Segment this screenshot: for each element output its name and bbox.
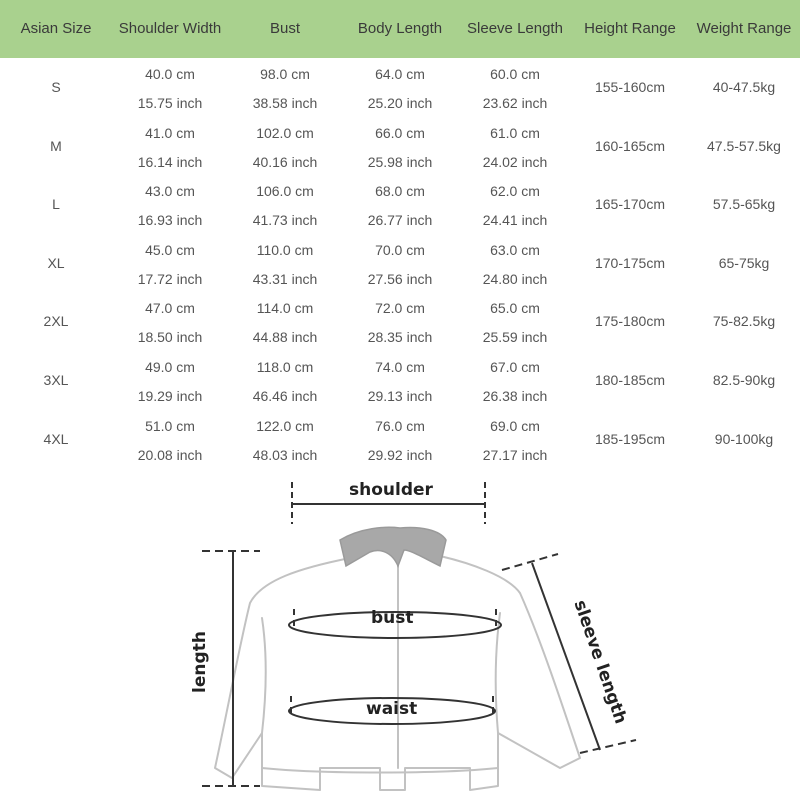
size-cell: M xyxy=(50,137,62,154)
shoulder-cm-cell: 41.0 cm xyxy=(145,124,195,141)
shoulder-cm-cell: 49.0 cm xyxy=(145,359,195,375)
measurement-diagram xyxy=(0,468,800,800)
length-inch-cell: 29.92 inch xyxy=(367,446,433,463)
shoulder-inch-cell: 18.50 inch xyxy=(137,329,203,346)
length-inch-cell: 25.98 inch xyxy=(367,153,433,170)
header-body-length: Body Length xyxy=(357,20,443,37)
sleeve-cm-cell: 65.0 cm xyxy=(490,300,540,317)
sleeve-cm-cell: 60.0 cm xyxy=(490,66,540,82)
size-table-body xyxy=(0,58,800,468)
jacket-left-armhole xyxy=(262,618,266,733)
sleeve-inch-cell: 24.02 inch xyxy=(482,153,548,170)
length-cm-cell: 68.0 cm xyxy=(375,183,425,200)
waist-label: waist xyxy=(366,699,418,719)
weight-range-cell: 65-75kg xyxy=(718,254,770,271)
height-range-cell: 175-180cm xyxy=(594,313,666,330)
table-row xyxy=(0,175,800,234)
size-cell: 4XL xyxy=(43,430,69,447)
size-cell: S xyxy=(51,79,61,95)
bust-cm-cell: 102.0 cm xyxy=(256,124,314,141)
bust-inch-cell: 48.03 inch xyxy=(252,446,318,463)
shoulder-cm-cell: 43.0 cm xyxy=(145,183,195,200)
length-inch-cell: 26.77 inch xyxy=(367,212,433,229)
shoulder-cm-cell: 51.0 cm xyxy=(145,417,195,434)
bust-label: bust xyxy=(371,608,414,628)
bust-inch-cell: 46.46 inch xyxy=(252,388,318,404)
weight-range-cell: 75-82.5kg xyxy=(712,313,776,330)
table-row xyxy=(0,351,800,410)
shoulder-cm-cell: 45.0 cm xyxy=(145,241,195,258)
sleeve-cm-cell: 67.0 cm xyxy=(490,359,540,375)
bust-cm-cell: 106.0 cm xyxy=(256,183,314,200)
bust-inch-cell: 41.73 inch xyxy=(252,212,318,229)
length-cm-cell: 64.0 cm xyxy=(375,66,425,82)
header-height-range: Height Range xyxy=(584,20,676,37)
size-cell: 2XL xyxy=(43,313,69,330)
sleeve-inch-cell: 26.38 inch xyxy=(482,388,548,404)
sleeve-inch-cell: 23.62 inch xyxy=(482,95,548,111)
weight-range-cell: 47.5-57.5kg xyxy=(707,137,781,154)
sleeve-cm-cell: 62.0 cm xyxy=(490,183,540,200)
sleeve-tick-top xyxy=(502,554,558,570)
length-cm-cell: 72.0 cm xyxy=(375,300,425,317)
length-cm-cell: 74.0 cm xyxy=(375,359,425,375)
length-cm-cell: 76.0 cm xyxy=(375,417,425,434)
shoulder-cm-cell: 47.0 cm xyxy=(145,300,195,317)
bust-inch-cell: 40.16 inch xyxy=(252,153,318,170)
bust-cm-cell: 110.0 cm xyxy=(256,241,314,258)
bust-cm-cell: 114.0 cm xyxy=(256,300,314,317)
height-range-cell: 180-185cm xyxy=(594,372,666,388)
sleeve-tick-bottom xyxy=(580,740,636,753)
length-cm-cell: 66.0 cm xyxy=(375,124,425,141)
length-inch-cell: 25.20 inch xyxy=(367,95,433,111)
weight-range-cell: 82.5-90kg xyxy=(712,372,776,388)
size-cell: L xyxy=(52,196,60,213)
length-inch-cell: 29.13 inch xyxy=(367,388,433,404)
shoulder-inch-cell: 15.75 inch xyxy=(137,95,203,111)
bust-cm-cell: 118.0 cm xyxy=(256,359,314,375)
shoulder-inch-cell: 17.72 inch xyxy=(137,270,203,287)
shoulder-label: shoulder xyxy=(349,480,433,500)
jacket-collar xyxy=(340,527,446,566)
shoulder-inch-cell: 19.29 inch xyxy=(137,388,203,404)
weight-range-cell: 90-100kg xyxy=(714,430,774,447)
table-row xyxy=(0,117,800,176)
height-range-cell: 170-175cm xyxy=(594,254,666,271)
table-row xyxy=(0,234,800,293)
weight-range-cell: 57.5-65kg xyxy=(712,196,776,213)
header-asian-size: Asian Size xyxy=(20,20,92,37)
header-bust: Bust xyxy=(269,20,300,37)
shoulder-inch-cell: 16.93 inch xyxy=(137,212,203,229)
length-cm-cell: 70.0 cm xyxy=(375,241,425,258)
header-sleeve-length: Sleeve Length xyxy=(467,20,563,37)
bust-inch-cell: 38.58 inch xyxy=(252,95,318,111)
sleeve-length-label: sleeve length xyxy=(569,597,631,727)
sleeve-inch-cell: 24.80 inch xyxy=(482,270,548,287)
header-weight-range: Weight Range xyxy=(696,20,792,37)
sleeve-cm-cell: 61.0 cm xyxy=(490,124,540,141)
bust-inch-cell: 44.88 inch xyxy=(252,329,318,346)
shoulder-inch-cell: 16.14 inch xyxy=(137,153,203,170)
length-inch-cell: 28.35 inch xyxy=(367,329,433,346)
sleeve-cm-cell: 63.0 cm xyxy=(490,241,540,258)
height-range-cell: 185-195cm xyxy=(594,430,666,447)
height-range-cell: 160-165cm xyxy=(594,137,666,154)
table-row xyxy=(0,58,800,117)
table-row xyxy=(0,292,800,351)
header-shoulder-width: Shoulder Width xyxy=(118,20,222,37)
height-range-cell: 165-170cm xyxy=(594,196,666,213)
bust-cm-cell: 98.0 cm xyxy=(260,66,310,82)
jacket-illustration xyxy=(0,468,800,800)
shoulder-cm-cell: 40.0 cm xyxy=(145,66,195,82)
size-cell: 3XL xyxy=(43,372,69,388)
length-inch-cell: 27.56 inch xyxy=(367,270,433,287)
size-cell: XL xyxy=(47,254,65,271)
shoulder-inch-cell: 20.08 inch xyxy=(137,446,203,463)
length-label: length xyxy=(190,631,210,693)
height-range-cell: 155-160cm xyxy=(594,79,666,95)
weight-range-cell: 40-47.5kg xyxy=(712,79,776,95)
bust-inch-cell: 43.31 inch xyxy=(252,270,318,287)
sleeve-inch-cell: 25.59 inch xyxy=(482,329,548,346)
bust-cm-cell: 122.0 cm xyxy=(256,417,314,434)
table-header xyxy=(0,0,800,58)
sleeve-inch-cell: 24.41 inch xyxy=(482,212,548,229)
sleeve-inch-cell: 27.17 inch xyxy=(482,446,548,463)
table-row xyxy=(0,410,800,469)
sleeve-cm-cell: 69.0 cm xyxy=(490,417,540,434)
jacket-right-armhole xyxy=(496,613,500,733)
